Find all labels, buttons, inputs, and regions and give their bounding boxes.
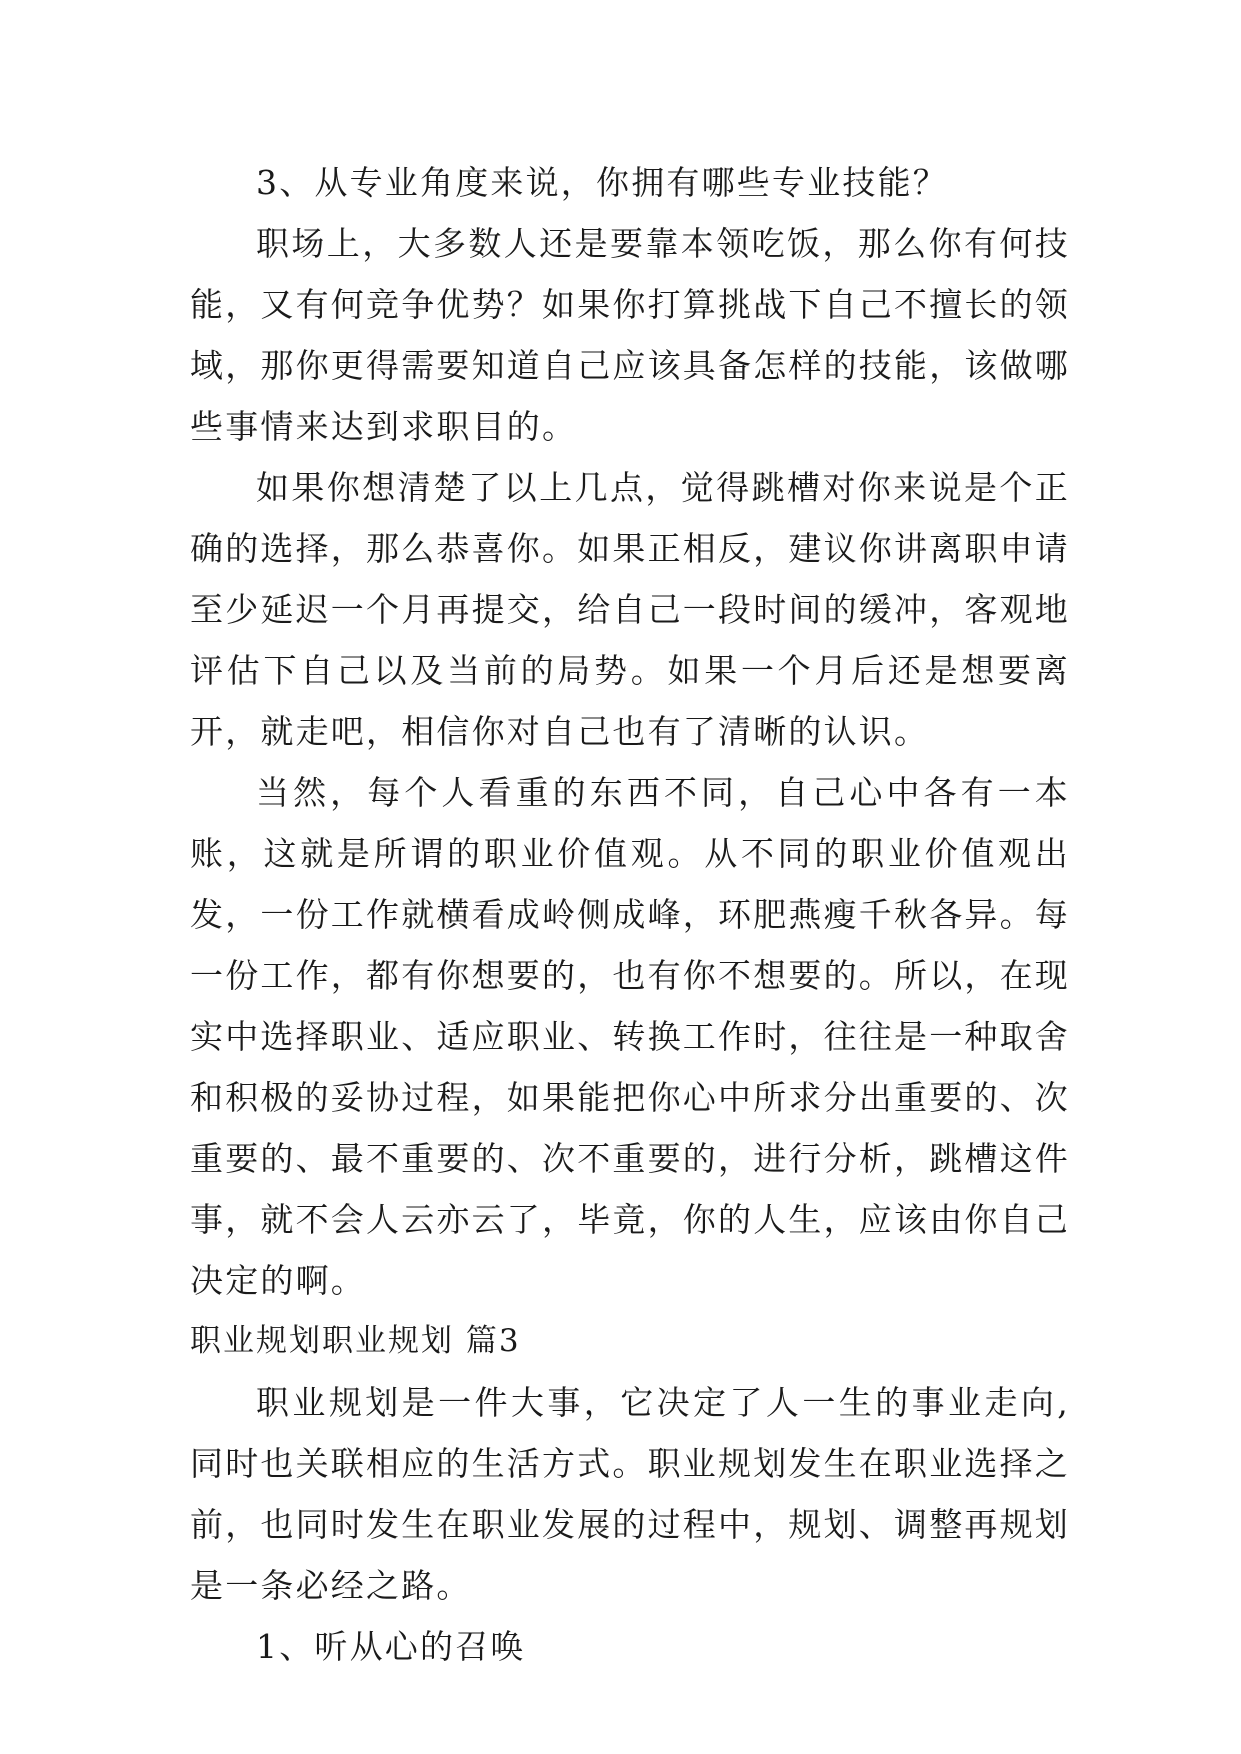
paragraph-job-hop-advice: 如果你想清楚了以上几点，觉得跳槽对你来说是个正确的选择，那么恭喜你。如果正相反，建议你讲离职申请至少延迟一个月再提交，给自己一段时间的缓冲，客观地评估下自己以及当前的局势。如果一个月后还是想要离开，就走吧，相信你对自己也有了清晰的认识。: [190, 468, 1070, 751]
paragraph-skills: 职场上，大多数人还是要靠本领吃饭，那么你有何技能，又有何竞争优势？如果你打算挑战下自己不擅长的领域，那你更得需要知道自己应该具备怎样的技能，该做哪些事情来达到求职目的。: [190, 224, 1070, 446]
paragraph-follow-heart: 1、听从心的召唤: [256, 1627, 526, 1666]
document-body: [190, 152, 1070, 1677]
paragraph-skills-question: 3、从专业角度来说，你拥有哪些专业技能？: [256, 163, 948, 202]
paragraph-career-values: 当然，每个人看重的东西不同，自己心中各有一本账，这就是所谓的职业价值观。从不同的职业价值观出发，一份工作就横看成岭侧成峰，环肥燕瘦千秋各异。每一份工作，都有你想要的，也有你不想要的。所以，在现实中选择职业、适应职业、转换工作时，往往是一种取舍和积极的妥协过程，如果能把你心中所求分出重要的、次重要的、最不重要的、次不重要的，进行分析，跳槽这件事，就不会人云亦云了，毕竟，你的人生，应该由你自己决定的啊。: [190, 773, 1070, 1300]
section-heading: 职业规划职业规划 篇3: [190, 1323, 521, 1359]
paragraph-career-planning: 职业规划是一件大事，它决定了人一生的事业走向,同时也关联相应的生活方式。职业规划发生在职业选择之前，也同时发生在职业发展的过程中，规划、调整再规划是一条必经之路。: [190, 1383, 1070, 1605]
